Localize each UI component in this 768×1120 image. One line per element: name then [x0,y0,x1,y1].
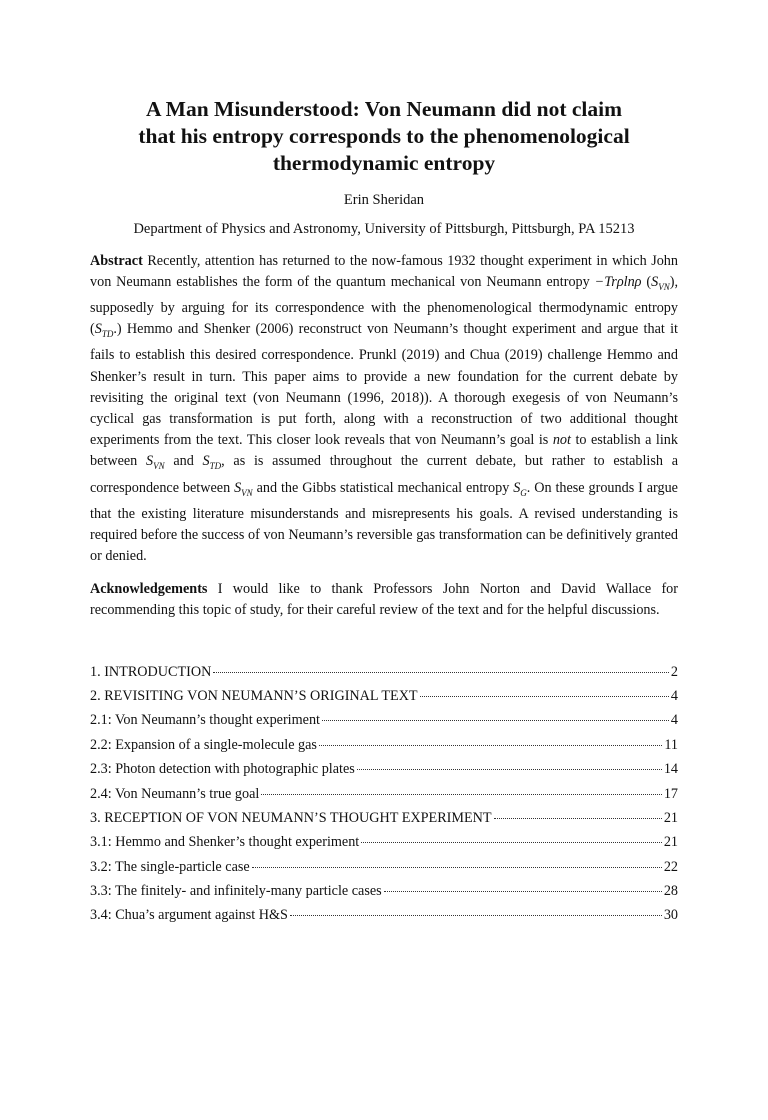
table-of-contents [90,664,678,932]
toc-entry-label: 2.4: Von Neumann’s true goal [90,785,260,802]
toc-entry-page: 17 [663,785,678,802]
title-line: that his entropy corresponds to the phenomenological [138,124,630,148]
toc-leader-dots [420,696,669,697]
abstract-paragraph [90,251,678,567]
acknowledgements-paragraph [90,579,678,621]
toc-entry-label: 2.2: Expansion of a single-molecule gas [90,736,317,753]
toc-entry-page: 28 [663,883,678,900]
symbol-svn: $S_{VN}$ [234,479,253,498]
toc-leader-dots [384,891,662,892]
toc-entry-label: 2.3: Photon detection with photographic plates [90,761,355,778]
toc-entry-label: 3.1: Hemmo and Shenker’s thought experiment [90,834,360,851]
toc-entry[interactable] [90,664,678,688]
toc-entry-page: 11 [664,736,678,753]
toc-leader-dots [361,842,662,843]
title-line: A Man Misunderstood: Von Neumann did not claim [145,97,623,121]
toc-entry[interactable] [90,810,678,834]
toc-entry-label: 3.4: Chua’s argument against H&S [90,907,288,924]
abstract-text: , as is assumed throughout the current debate, but rather to establish a correspondence between [90,453,678,496]
toc-entry[interactable] [90,834,678,858]
toc-entry-page: 4 [670,687,678,704]
abstract-heading: Abstract [90,253,143,269]
symbol-svn: $S_{VN}$ [146,453,165,472]
symbol-std: $S_{TD}$ [202,453,222,472]
toc-entry[interactable] [90,907,678,931]
toc-leader-dots [252,867,662,868]
toc-leader-dots [213,672,669,673]
abstract-text: .) Hemmo and Shenker (2006) reconstruct von Neumann’s thought experiment and argue that it fails to establish this desired correspondence. Prunkl (2019) and Chua (2019) challenge Hemmo and Shenker’s result in turn. This paper aims to provide a new foundation for the current debate by revisiting the original text (von Neumann (1996, 2018)). A thorough exegesis of von Neumann’s cyclical gas transformation is put forth, along with a reconstruction of two additional thought experiments from the text. This closer look reveals that von Neumann’s goal is [90,321,678,449]
toc-entry-label: 3.3: The finitely- and infinitely-many particle cases [90,883,382,900]
abstract-text: Recently, attention has returned to the now-famous 1932 thought experiment in which John von Neumann establishes the form of the quantum mechanical von Neumann entropy [90,253,678,291]
acknowledgements-text: I would like to thank Professors John Norton and David Wallace for recommending this topic of study, for their careful review of the text and for the helpful discussions. [90,581,678,619]
author-affiliation: Department of Physics and Astronomy, University of Pittsburgh, Pittsburgh, PA 15213 [133,221,635,237]
title-line: thermodynamic entropy [272,151,496,175]
abstract-text: ( [641,274,652,291]
acknowledgements-heading: Acknowledgements [90,581,208,598]
toc-entry-page: 2 [670,663,678,680]
emphasis-not: not [552,432,571,449]
abstract-text: and the Gibbs statistical mechanical entropy [252,479,514,496]
toc-entry-label: 2.1: Von Neumann’s thought experiment [90,712,320,729]
toc-entry[interactable] [90,859,678,883]
toc-entry[interactable] [90,737,678,761]
toc-entry[interactable] [90,786,678,810]
toc-entry-page: 21 [663,834,678,851]
toc-entry-page: 14 [663,761,678,778]
toc-entry-label: 3.2: The single-particle case [90,858,250,875]
paper-page [0,96,768,1120]
toc-leader-dots [261,794,662,795]
abstract-text: . On these grounds I argue that the existing literature misunderstands and misrepresents his goals. A revised understanding is required before the success of von Neumann’s reversible gas transformation can be definitively granted or denied. [90,479,678,564]
toc-leader-dots [322,720,669,721]
abstract-text: and [164,453,203,470]
toc-leader-dots [290,915,662,916]
toc-entry-page: 30 [663,907,678,924]
abstract-text: to establish a link between [90,432,678,470]
entropy-formula: −Trρlnρ [594,274,642,291]
author-name: Erin Sheridan [343,192,425,208]
toc-entry-page: 22 [663,858,678,875]
toc-entry-label: 2. REVISITING VON NEUMANN’S ORIGINAL TEXT [90,687,418,704]
paper-title [90,96,678,177]
abstract-text: ), supposedly by arguing for its correspondence with the phenomenological thermodynamic entropy ( [90,274,678,338]
toc-entry[interactable] [90,688,678,712]
toc-entry-page: 21 [663,809,678,826]
toc-leader-dots [494,818,662,819]
toc-entry[interactable] [90,712,678,736]
toc-leader-dots [319,745,662,746]
toc-entry[interactable] [90,883,678,907]
toc-entry-label: 1. INTRODUCTION [90,663,212,680]
toc-entry-page: 4 [670,712,678,729]
toc-entry[interactable] [90,761,678,785]
symbol-svn: $S_{VN}$ [651,274,670,293]
symbol-std: $S_{TD}$ [94,321,114,340]
symbol-sg: $S_G$ [513,479,527,498]
toc-entry-label: 3. RECEPTION OF VON NEUMANN’S THOUGHT EXPERIMENT [90,809,492,826]
toc-leader-dots [357,769,662,770]
